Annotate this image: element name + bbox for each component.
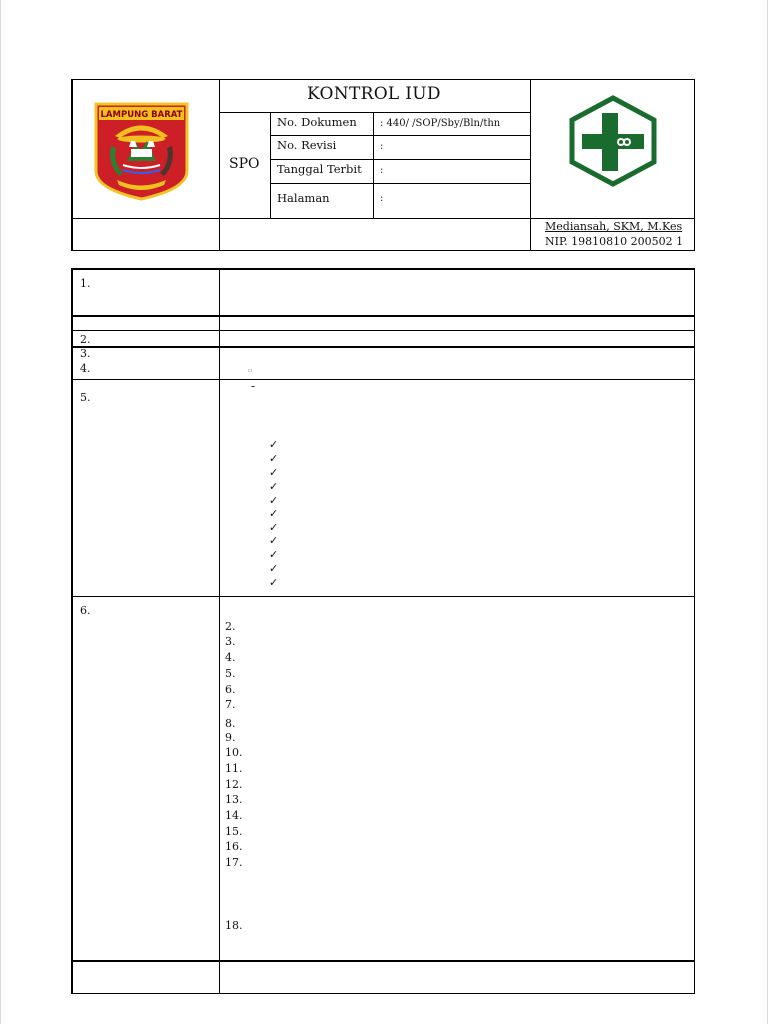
section-number-1: 1. <box>80 277 91 290</box>
field-value-no-revisi: : <box>380 141 384 152</box>
checkmark: ✓ <box>269 534 279 547</box>
section-number-6: 6. <box>80 604 91 617</box>
step-number: 12. <box>225 778 243 791</box>
step-number: 2. <box>225 620 236 633</box>
page-edge-left <box>0 0 1 1024</box>
checkmark: ✓ <box>269 494 279 507</box>
step-number: 3. <box>225 635 236 648</box>
field-label-no-revisi: No. Revisi <box>277 138 337 152</box>
checkmark: ✓ <box>269 480 279 493</box>
field-label-halaman: Halaman <box>277 191 330 205</box>
checkmark: ✓ <box>269 438 279 451</box>
checkmark: ✓ <box>269 576 279 589</box>
step-number: 14. <box>225 809 243 822</box>
puskesmas-hexagon-cross-icon <box>568 95 658 187</box>
step-number: 5. <box>225 667 236 680</box>
field-value-halaman: : <box>380 193 384 204</box>
field-value-no-dokumen: : 440/ /SOP/Sby/Bln/thn <box>380 118 501 129</box>
step-number: 4. <box>225 651 236 664</box>
step-number: 6. <box>225 683 236 696</box>
checkmark: ✓ <box>269 562 279 575</box>
checkmark: ✓ <box>269 548 279 561</box>
step-number: 13. <box>225 793 243 806</box>
step-number: 17. <box>225 856 243 869</box>
spo-label: SPO <box>229 156 260 172</box>
checkmark: ✓ <box>269 466 279 479</box>
step-number: 7. <box>225 698 236 711</box>
step-number: 9. <box>225 731 236 744</box>
step-number: 10. <box>225 746 243 759</box>
section-number-5: 5. <box>80 391 91 404</box>
signer-nip: NIP. 19810810 200502 1 <box>545 235 684 248</box>
emblem-banner-text: LAMPUNG BARAT <box>100 110 183 120</box>
field-value-tanggal-terbit: : <box>380 165 384 176</box>
tiny-mark: ▫ <box>248 367 253 374</box>
checkmark: ✓ <box>269 507 279 520</box>
section-number-3: 3. <box>80 347 91 360</box>
signer-name: Mediansah, SKM, M.Kes <box>545 220 683 233</box>
step-number: 8. <box>225 717 236 730</box>
section-number-2: 2. <box>80 333 91 346</box>
document-title: KONTROL IUD <box>307 84 441 104</box>
lampung-barat-emblem-icon <box>93 101 190 201</box>
step-number: 15. <box>225 825 243 838</box>
checkmark: ✓ <box>269 521 279 534</box>
step-number: 16. <box>225 840 243 853</box>
section-number-4: 4. <box>80 362 91 375</box>
step-number: 11. <box>225 762 243 775</box>
checkmark: ✓ <box>269 452 279 465</box>
field-label-tanggal-terbit: Tanggal Terbit <box>277 162 362 176</box>
dash-mark: - <box>251 379 256 393</box>
step-number: 18. <box>225 919 243 932</box>
field-label-no-dokumen: No. Dokumen <box>277 115 357 129</box>
